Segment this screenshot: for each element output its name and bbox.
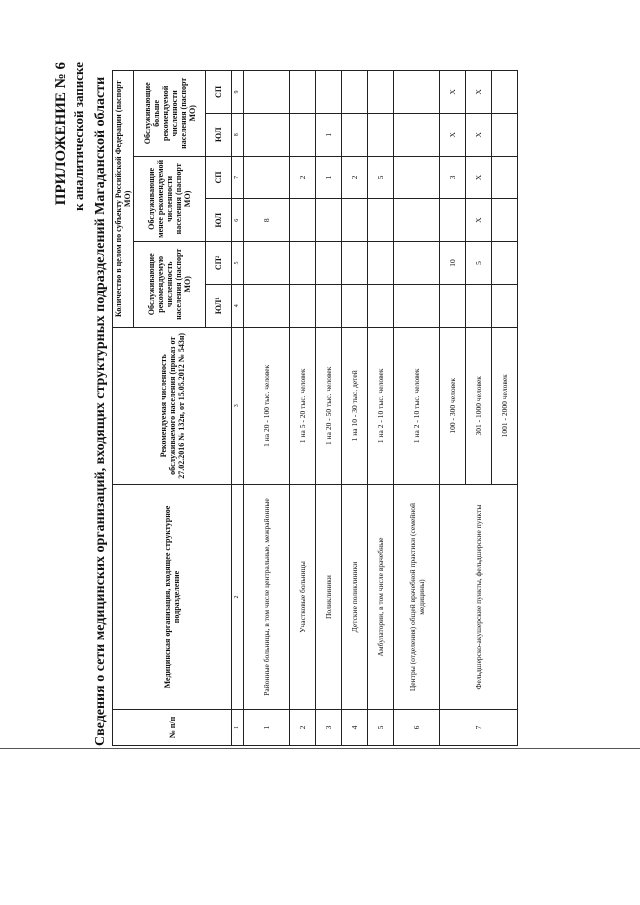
table-row — [394, 71, 440, 746]
value-cell — [492, 199, 518, 242]
yul1-header: ЮЛ¹ — [206, 284, 232, 327]
col-num-header: № п/п — [113, 710, 232, 746]
value-cell — [394, 156, 440, 199]
table-row — [244, 71, 290, 746]
row-number: 7 — [440, 710, 518, 746]
value-cell — [342, 71, 368, 114]
value-cell — [492, 71, 518, 114]
rotated-page — [52, 56, 612, 746]
row-number: 6 — [394, 710, 440, 746]
norm-cell: 1001 - 2000 человек — [492, 327, 518, 484]
value-cell — [316, 199, 342, 242]
value-cell: X — [466, 71, 492, 114]
value-cell — [244, 284, 290, 327]
value-cell — [492, 242, 518, 285]
org-name: Фельдшерско-акушерские пункты, фельдшерские пункты — [440, 485, 518, 710]
table-row — [342, 71, 368, 746]
value-cell — [394, 199, 440, 242]
value-cell — [290, 284, 316, 327]
col-number: 5 — [232, 242, 244, 285]
value-cell: X — [440, 113, 466, 156]
value-cell — [440, 199, 466, 242]
col-number: 1 — [232, 710, 244, 746]
value-cell — [290, 113, 316, 156]
value-cell: 8 — [244, 199, 290, 242]
org-name: Районные больницы, в том числе центральные, межрайонные — [244, 485, 290, 710]
value-cell: X — [440, 71, 466, 114]
norm-cell: 100 - 300 человек — [440, 327, 466, 484]
value-cell — [492, 156, 518, 199]
norm-cell: 1 на 20 - 50 тыс. человек — [316, 327, 342, 484]
value-cell: 5 — [368, 156, 394, 199]
col-norm-header: Рекомендуемая численность обслуживаемого населения (приказ от 27.02.2016 № 132н, от 15.05.2012 № 543н) — [113, 327, 232, 484]
col-number: 7 — [232, 156, 244, 199]
sp-header: СП — [206, 71, 232, 114]
col-number: 4 — [232, 284, 244, 327]
value-cell — [290, 199, 316, 242]
value-cell — [342, 113, 368, 156]
col-number: 6 — [232, 199, 244, 242]
col-number: 8 — [232, 113, 244, 156]
value-cell — [368, 242, 394, 285]
norm-cell: 1 на 5 - 20 тыс. человек — [290, 327, 316, 484]
sp-header: СП — [206, 156, 232, 199]
annex-subtitle: к аналитической записке — [71, 62, 86, 211]
value-cell: 2 — [290, 156, 316, 199]
yul-header: ЮЛ — [206, 113, 232, 156]
col-number: 2 — [232, 485, 244, 710]
group-c-header: Обслуживающие больше рекомендуемой численности населения (паспорт МО) — [134, 71, 206, 157]
value-cell — [290, 242, 316, 285]
value-cell — [440, 284, 466, 327]
table-row — [316, 71, 342, 746]
value-cell — [342, 199, 368, 242]
value-cell — [244, 242, 290, 285]
document-title: Сведения о сети медицинских организаций, входящих структурных подразделений Магаданской области — [93, 76, 108, 746]
table-row — [290, 71, 316, 746]
norm-cell: 1 на 2 - 10 тыс. человек — [394, 327, 440, 484]
value-cell: 3 — [440, 156, 466, 199]
value-cell: X — [466, 113, 492, 156]
norm-cell: 1 на 20 - 100 тыс. человек — [244, 327, 290, 484]
norm-cell: 1 на 10 - 30 тыс. детей — [342, 327, 368, 484]
value-cell: X — [466, 199, 492, 242]
value-cell — [492, 113, 518, 156]
column-numbers-row — [232, 71, 244, 746]
annex-header — [52, 62, 87, 211]
value-cell — [466, 284, 492, 327]
col-org-header: Медицинская организация, входящее структурное подразделение — [113, 485, 232, 710]
value-cell — [342, 284, 368, 327]
col-number: 9 — [232, 71, 244, 114]
landscape-content — [52, 56, 612, 746]
value-cell — [244, 113, 290, 156]
value-cell — [316, 71, 342, 114]
col-total-header: Количество в целом по субъекту Российской Федерации (паспорт МО) — [113, 71, 134, 328]
table-row — [440, 71, 466, 746]
norm-cell: 1 на 2 - 10 тыс. человек — [368, 327, 394, 484]
value-cell — [368, 284, 394, 327]
group-a-header: Обслуживающие рекомендуемую численность населения (паспорт МО) — [134, 242, 206, 327]
value-cell: X — [466, 156, 492, 199]
page-divider — [0, 748, 640, 749]
row-number: 1 — [244, 710, 290, 746]
yul-header: ЮЛ — [206, 199, 232, 242]
org-name: Поликлиники — [316, 485, 342, 710]
value-cell — [368, 113, 394, 156]
value-cell — [368, 71, 394, 114]
value-cell — [394, 284, 440, 327]
value-cell — [316, 284, 342, 327]
value-cell — [492, 284, 518, 327]
value-cell: 5 — [466, 242, 492, 285]
value-cell: 2 — [342, 156, 368, 199]
col-number: 3 — [232, 327, 244, 484]
row-number: 4 — [342, 710, 368, 746]
value-cell — [290, 71, 316, 114]
value-cell — [342, 242, 368, 285]
value-cell: 10 — [440, 242, 466, 285]
value-cell: 1 — [316, 156, 342, 199]
row-number: 3 — [316, 710, 342, 746]
row-number: 5 — [368, 710, 394, 746]
org-name: Центры (отделения) общей врачебной практики (семейной медицины) — [394, 485, 440, 710]
group-b-header: Обслуживающие менее рекомендуемой численности населения (паспорт МО) — [134, 156, 206, 241]
value-cell — [394, 113, 440, 156]
value-cell: 1 — [316, 113, 342, 156]
value-cell — [394, 242, 440, 285]
value-cell — [368, 199, 394, 242]
value-cell — [244, 71, 290, 114]
sp2-header: СП² — [206, 242, 232, 285]
value-cell — [316, 242, 342, 285]
org-name: Амбулатории, в том числе врачебные — [368, 485, 394, 710]
org-name: Участковые больницы — [290, 485, 316, 710]
org-name: Детские поликлиники — [342, 485, 368, 710]
value-cell — [244, 156, 290, 199]
annex-title: ПРИЛОЖЕНИЕ № 6 — [53, 62, 69, 206]
norm-cell: 301 - 1000 человек — [466, 327, 492, 484]
value-cell — [394, 71, 440, 114]
medical-network-table — [112, 70, 518, 746]
row-number: 2 — [290, 710, 316, 746]
table-row — [368, 71, 394, 746]
